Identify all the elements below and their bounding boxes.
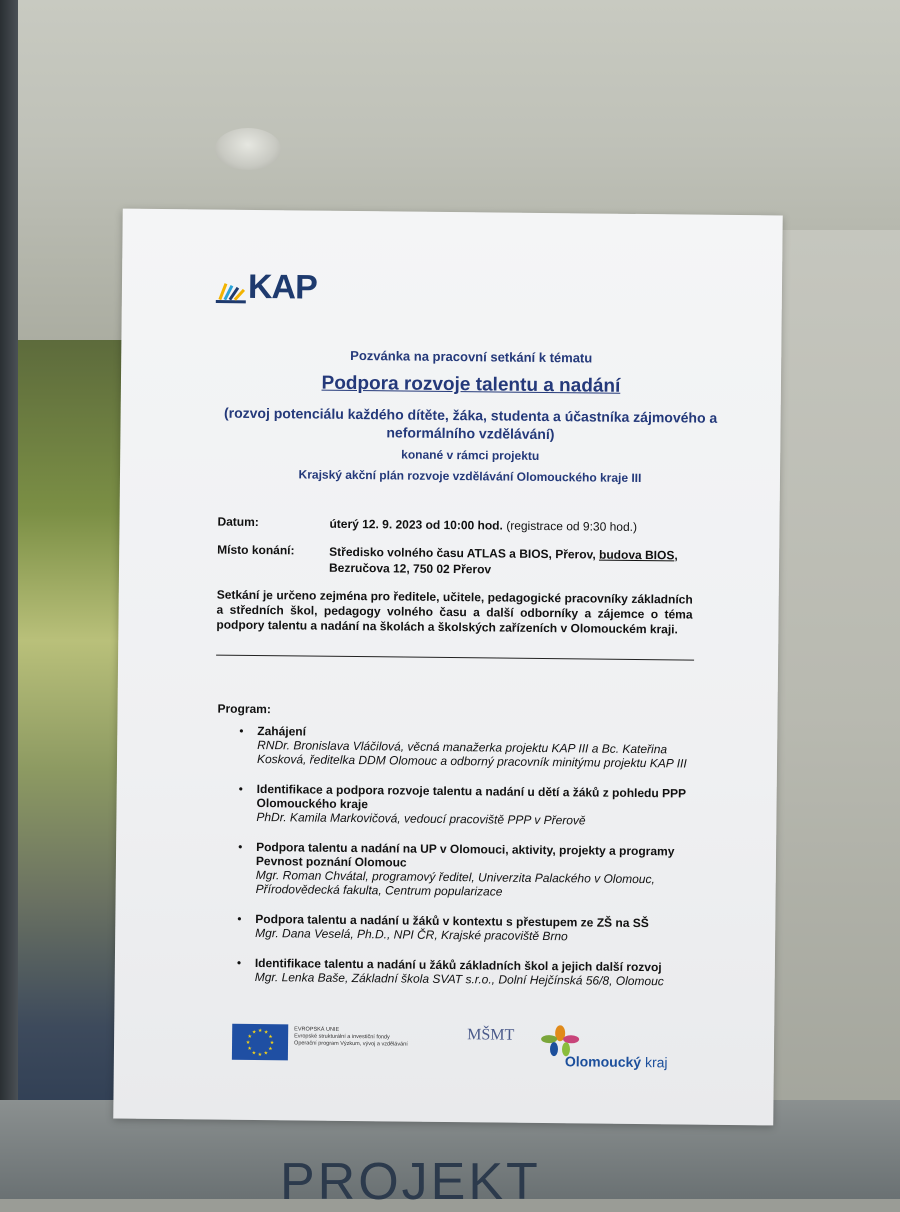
- program-item-speaker: Mgr. Roman Chvátal, programový ředitel, Univerzita Palackého v Olomouc, Přírodovědecká fakulta, Centrum popularizace: [255, 867, 655, 899]
- program-item-title: Podpora talentu a nadání na UP v Olomouci, aktivity, projekty a programy Pevnost poznání Olomouc: [255, 840, 675, 870]
- place-value-1: Středisko volného času ATLAS a BIOS, Přerov,: [329, 544, 596, 562]
- date-label: Datum:: [217, 514, 259, 530]
- eu-star-icon: ★: [257, 1052, 263, 1059]
- main-title: Podpora rozvoje talentu a nadání: [321, 372, 621, 397]
- eu-star-icon: ★: [251, 1050, 257, 1057]
- wall-background: [770, 230, 900, 1199]
- eu-line2: Operační program Výzkum, vývoj a vzdělávání: [294, 1040, 408, 1048]
- olomoucky-kraj-text: [565, 1053, 668, 1070]
- eu-star-icon: ★: [263, 1029, 269, 1036]
- place-value-underlined: budova BIOS: [598, 547, 675, 563]
- eu-star-icon: ★: [268, 1034, 273, 1041]
- eu-line1: Evropské strukturální a investiční fondy: [294, 1033, 390, 1041]
- program-item-title: Zahájení: [257, 724, 307, 739]
- program-item-speaker: RNDr. Bronislava Vláčilová, věcná manažerka projektu KAP III a Bc. Kateřina Kosková, ředitelka DDM Olomouc a odborný pracovník minitýmu projektu KAP III: [256, 738, 687, 771]
- bullet-icon: •: [236, 955, 242, 970]
- program-item-title: Identifikace talentu a nadání u žáků základních škol a jejich další rozvoj: [254, 955, 662, 975]
- eu-text: [294, 1026, 414, 1048]
- divider: [216, 655, 694, 661]
- place-value-2: Bezručova 12, 750 02 Přerov: [328, 560, 492, 577]
- eu-star-icon: ★: [263, 1050, 269, 1057]
- program-item: [235, 724, 697, 771]
- date-note: (registrace od 9:30 hod.): [506, 518, 638, 534]
- poster: [113, 209, 782, 1126]
- door-frame: [0, 0, 18, 1199]
- held-line: konané v rámci projektu: [401, 447, 540, 463]
- eu-star-icon: ★: [251, 1029, 257, 1036]
- program-item-speaker: Mgr. Lenka Baše, Základní škola SVAT s.r.o., Dolní Hejčínská 56/8, Olomouc: [254, 969, 664, 989]
- eu-star-icon: ★: [268, 1046, 273, 1053]
- eu-star-icon: ★: [247, 1045, 252, 1052]
- subtitle: (rozvoj potenciálu každého dítěte, žáka, studenta a účastníka zájmového a neformálního vzdělávání): [223, 404, 718, 443]
- bullet-icon: •: [237, 911, 242, 926]
- eu-stars-icon: [232, 1024, 288, 1061]
- program-item: [233, 956, 695, 989]
- intro-paragraph: Setkání je určeno zejména pro ředitele, učitele, pedagogické pracovníky základních a středních škol, pedagogy volného času a další odborníky a zájemce o téma podpory talentu a nadání na školách a školských zařízeních v Olomouckém kraji.: [216, 587, 693, 637]
- place-label: Místo konání:: [217, 542, 295, 558]
- program-item-title: Identifikace a podpora rozvoje talentu a nadání u dětí a žáků z pohledu PPP Olomouckého kraje: [256, 782, 686, 812]
- program-label: Program:: [217, 701, 271, 717]
- eu-star-icon: ★: [247, 1033, 252, 1040]
- program-item-speaker: PhDr. Kamila Markovičová, vedoucí pracoviště PPP v Přerově: [256, 810, 586, 828]
- kap-logo: [214, 267, 317, 307]
- place-value: Středisko volného času ATLAS a BIOS, Přerov, budova BIOS, Bezručova 12, 750 02 Přerov: [328, 544, 678, 577]
- eu-star-icon: ★: [245, 1039, 251, 1046]
- program-list: [233, 724, 698, 1005]
- kap-logo-text: KAP: [247, 267, 317, 307]
- project-line: Krajský akční plán rozvoje vzdělávání Olomouckého kraje III: [298, 467, 642, 486]
- bullet-icon: •: [238, 839, 243, 854]
- program-item-speaker: Mgr. Dana Veselá, Ph.D., NPI ČR, Krajské pracoviště Brno: [255, 925, 568, 944]
- olomoucky-kraj-normal: kraj: [644, 1054, 668, 1071]
- invite-line: Pozvánka na pracovní setkání k tématu: [350, 347, 593, 366]
- program-item: [233, 912, 695, 945]
- eu-flag-icon: [232, 1024, 288, 1061]
- eu-star-icon: ★: [269, 1040, 275, 1047]
- logo-footer: [232, 1022, 702, 1077]
- ceiling-light: [215, 128, 281, 170]
- program-item-title: Podpora talentu a nadání u žáků v kontextu s přestupem ze ZŠ na SŠ: [255, 911, 649, 931]
- program-item: [234, 840, 697, 901]
- program-item: [234, 782, 696, 829]
- eu-title: EVROPSKÁ UNIE: [294, 1026, 340, 1033]
- date-value-main: úterý 12. 9. 2023 od 10:00 hod.: [329, 516, 503, 533]
- kap-logo-icon: [214, 278, 248, 304]
- bullet-icon: •: [239, 723, 244, 738]
- olomoucky-kraj-bold: Olomoucký: [564, 1053, 642, 1071]
- msmt-logo: MŠMT: [467, 1026, 515, 1044]
- date-value: [329, 516, 709, 536]
- door-sign-text: PROJEKT: [280, 1153, 541, 1211]
- eu-star-icon: ★: [257, 1028, 263, 1035]
- bullet-icon: •: [238, 781, 243, 796]
